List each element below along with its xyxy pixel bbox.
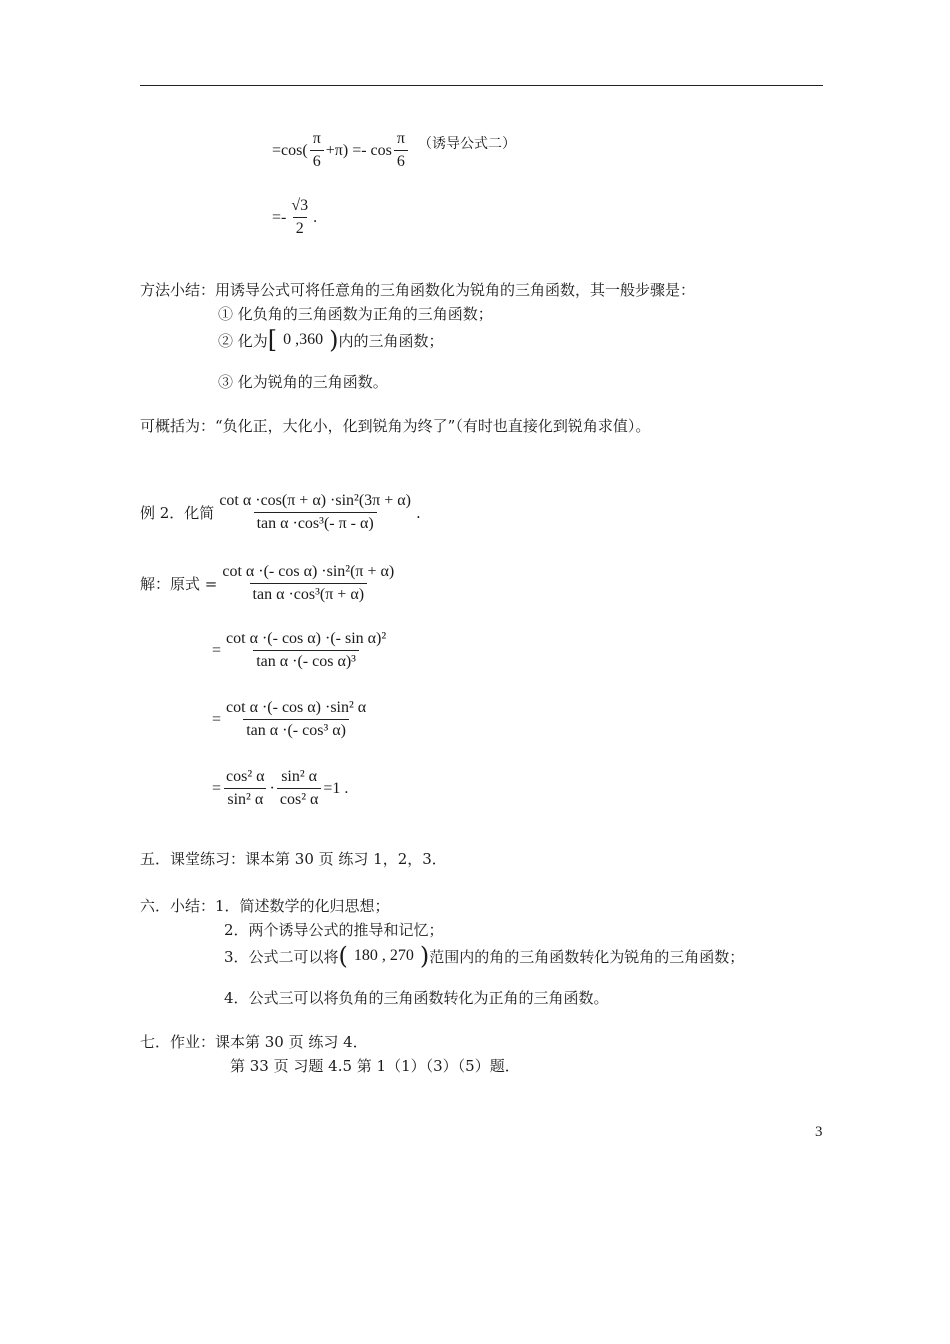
deriv-mid: +π) =- cos: [325, 141, 392, 159]
conclusion-item-3: 3．公式二可以将 ( 180 , 270 ) 范围内的角的三角函数转化为锐角的三角函数；: [224, 942, 745, 970]
header-rule: [140, 85, 823, 86]
conclusion-title: 六．小结：1．简述数学的化归思想；: [140, 897, 390, 915]
deriv-line-2: =- $\frac{√3}{2}$ .: [272, 195, 317, 240]
summary-step-2: ② 化为 [ 0 ,360 ) 内的三角函数；: [218, 326, 444, 354]
solution-step-3: = $\frac{\text{cot α ·(- cos α) ·sin² α}}{\text{tan α ·(- cos³ α)}}$: [212, 697, 371, 742]
solution-step-2: = $\frac{\text{cot α ·(- cos α) ·(- sin α)²}}{\text{tan α ·(- cos α)³}}$: [212, 628, 391, 673]
conclusion-item-2: 2．两个诱导公式的推导和记忆；: [224, 921, 444, 939]
homework-line-2: 第 33 页 习题 4.5 第 1（1）（3）（5）题．: [230, 1057, 520, 1075]
fraction-pi-over-6-b: $\frac{\pi}{6}$: [394, 128, 408, 173]
formula-note: （诱导公式二）: [417, 136, 516, 152]
solution-step-1: 解：原式 = $\frac{\text{cot α ·(- cos α) ·sin²(π + α)}}{\text{tan α ·cos³(π + α)}}$: [140, 561, 399, 606]
conclusion-item-4: 4．公式三可以将负角的三角函数转化为正角的三角函数。: [224, 989, 609, 1007]
summary-step-3: ③ 化为锐角的三角函数。: [218, 373, 388, 391]
example-2-fraction: $\frac{\text{cot α ·cos(π + α) ·sin²(3π + α)}}{\text{tan α ·cos³(- π - α)}}$: [216, 490, 414, 535]
page-number: 3: [815, 1124, 823, 1140]
deriv-line-1: [272, 128, 516, 173]
deriv-cos-open: =cos(: [272, 141, 308, 159]
summary-motto: 可概括为：“负化正，大化小，化到锐角为终了”（有时也直接化到锐角求值）。: [140, 417, 651, 435]
fraction-pi-over-6-a: $\frac{\pi}{6}$: [310, 128, 324, 173]
homework-line-1: 七．作业：课本第 30 页 练习 4．: [140, 1033, 368, 1051]
interval-0-360: 0 ,360: [283, 331, 324, 348]
interval-180-270: 180 , 270: [353, 947, 414, 964]
example-2: 例 2．化简 $\frac{\text{cot α ·cos(π + α) ·sin²(3π + α)}}{\text{tan α ·cos³(- π - α)}}$ .: [140, 490, 421, 535]
method-summary-title: 方法小结：用诱导公式可将任意角的三角函数化为锐角的三角函数，其一般步骤是：: [140, 281, 696, 299]
solution-step-4: = $\frac{\text{cos² α}}{\text{sin² α}}$ · $\frac{\text{sin² α}}{\text{cos² α}}$ =1 .: [212, 766, 348, 811]
summary-step-1: ① 化负角的三角函数为正角的三角函数；: [218, 305, 493, 323]
class-practice: 五．课堂练习：课本第 30 页 练习 1，2，3．: [140, 850, 447, 868]
fraction-sqrt3-over-2: $\frac{√3}{2}$: [288, 195, 311, 240]
